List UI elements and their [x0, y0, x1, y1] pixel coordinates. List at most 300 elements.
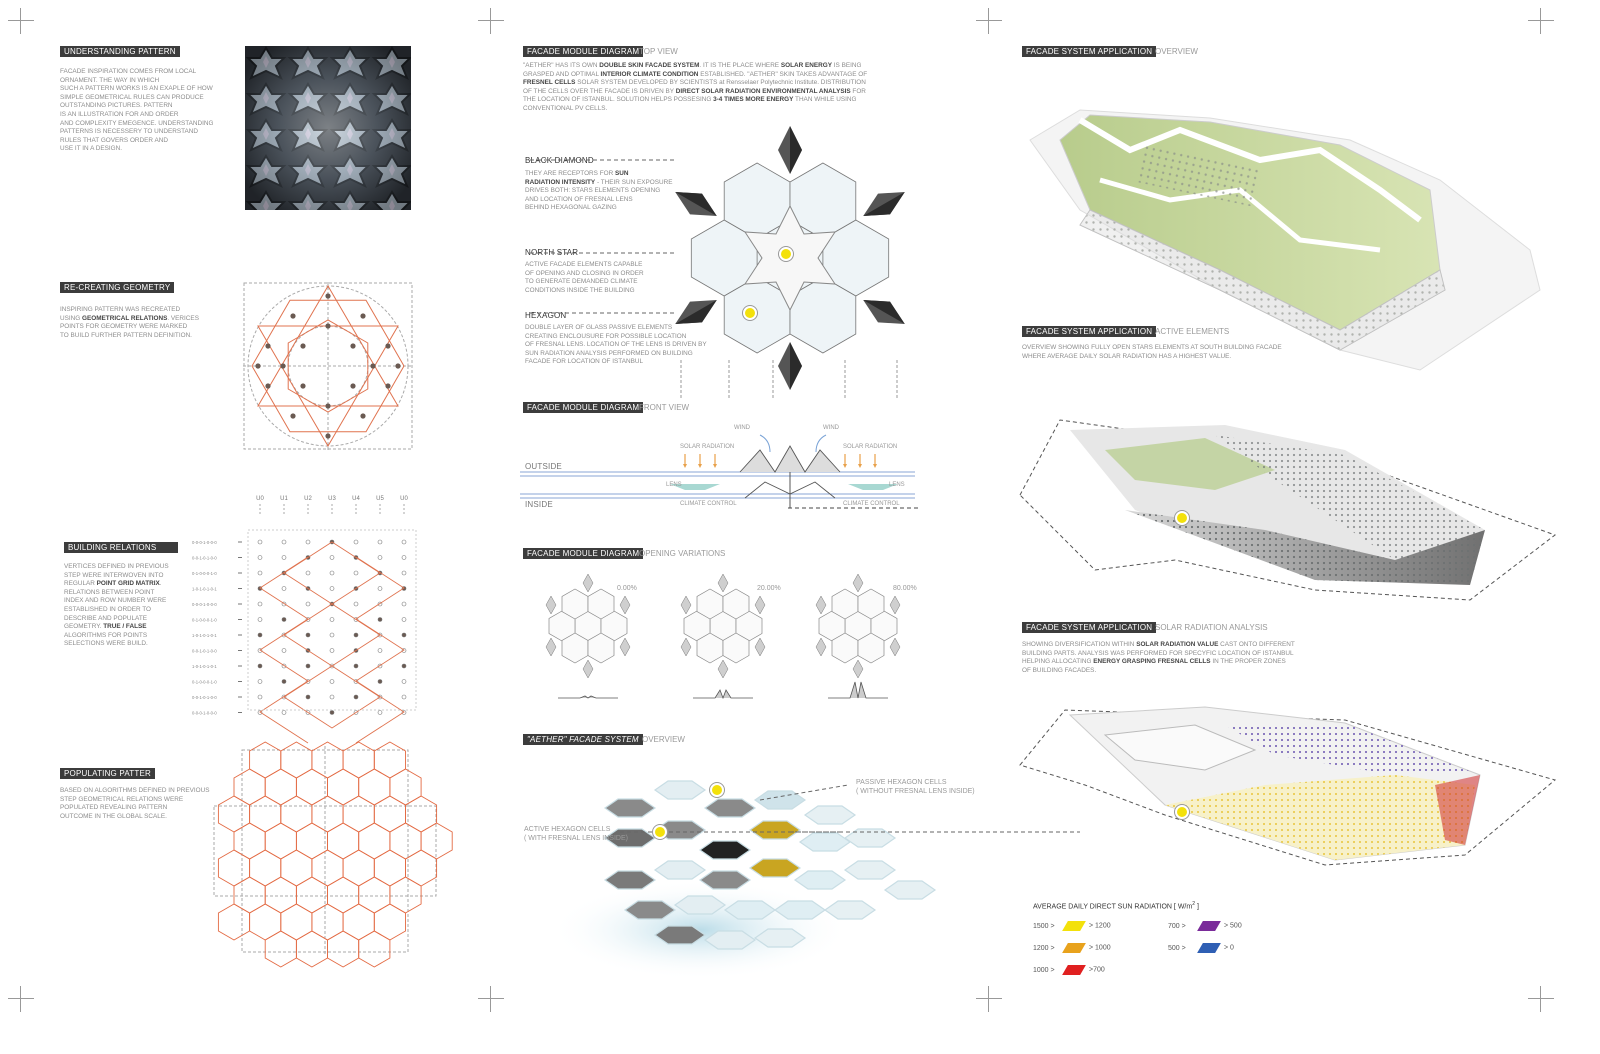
- label-wind-left: WIND: [734, 425, 750, 431]
- grid-row-code: 1-0-1-0-1-0-1: [192, 586, 217, 592]
- black-diamond-element: [669, 182, 723, 227]
- top-bold: DOUBLE SKIN FACADE SYSTEM: [599, 62, 700, 69]
- bd-text: BEHIND HEXAGONAL GAZING: [525, 204, 617, 212]
- vertex-point: [290, 313, 295, 318]
- hexagon-line: FACADE FOR LOCATION OF ISTANBUL: [525, 358, 644, 366]
- section-title-front-view: FACADE MODULE DIAGRAM: [523, 402, 643, 413]
- top-text: OF THE CELLS OVER THE FACADE IS DRIVEN BY: [523, 87, 676, 95]
- section-subtitle-active-elements: ACTIVE ELEMENTS: [1155, 327, 1230, 336]
- label-active-cells: ACTIVE HEXAGON CELLS: [524, 826, 611, 833]
- pattern-hexagon: [374, 796, 405, 832]
- crop-mark: [976, 8, 1002, 34]
- pattern-hexagon: [374, 850, 405, 886]
- legend-swatch: [1062, 943, 1086, 953]
- grid-point: [402, 695, 406, 699]
- solar-radiation-render: [1015, 695, 1570, 875]
- top-text: THAN WHILE USING: [793, 96, 857, 104]
- top-view-text: [523, 62, 943, 114]
- top-text: "AETHER" HAS ITS OWN: [523, 62, 600, 69]
- legend-from: 500 >: [1168, 944, 1186, 952]
- understanding-line: RULES THAT GOVERS ORDER AND: [60, 136, 168, 144]
- pattern-hexagon: [343, 742, 374, 778]
- point-grid-matrix: [190, 490, 420, 716]
- understanding-line: PATTERNS IS NECESSERY TO UNDERSTAND: [60, 128, 199, 136]
- solar-line: IN THE PROPER ZONES: [1210, 658, 1286, 666]
- building-line: GEOMETRY.: [64, 623, 104, 631]
- grid-column-header: U5: [376, 496, 384, 502]
- facade-cell: [605, 799, 655, 817]
- pattern-hexagon: [281, 796, 312, 832]
- label-black-diamond: BLACK DIAMOND: [525, 156, 594, 165]
- crop-mark: [8, 986, 34, 1012]
- top-view-module-diagram: [600, 130, 940, 400]
- opening-value-2: 20.00%: [757, 585, 781, 592]
- pattern-hexagon: [359, 769, 390, 805]
- grid-point: [306, 602, 310, 606]
- understanding-line: ORNAMENT. THE WAY IN WHICH: [60, 76, 160, 84]
- black-diamond-element: [857, 182, 911, 227]
- facade-cell: [705, 799, 755, 817]
- grid-point: [354, 664, 358, 668]
- label-climate-left: CLIMATE CONTROL: [680, 501, 737, 507]
- top-text: IS BEING: [832, 62, 862, 69]
- pattern-hexagon: [234, 823, 265, 859]
- opening-variation: [546, 574, 630, 698]
- hexagon-line: SUN RADIATION ANALYSIS PERFORMED ON BUILDING: [525, 349, 693, 357]
- vertex-point: [360, 313, 365, 318]
- grid-row-code: 0-0-1-0-1-0-0: [192, 555, 217, 561]
- bd-bold: RADIATION INTENSITY: [525, 178, 596, 186]
- populating-line: POPULATED REVEALING PATTERN: [60, 804, 168, 812]
- pattern-hexagon: [281, 742, 312, 778]
- vertex-point: [385, 343, 390, 348]
- building-line: DESCRIBE AND POPULATE: [64, 614, 147, 622]
- grid-point: [258, 540, 262, 544]
- label-solar-right: SOLAR RADIATION: [843, 444, 898, 450]
- grid-point: [402, 571, 406, 575]
- bd-text: THEY ARE RECEPTORS FOR: [525, 170, 615, 177]
- grid-point: [306, 571, 310, 575]
- grid-point: [378, 680, 382, 684]
- legend-to: > 500: [1224, 922, 1242, 930]
- vertex-point: [265, 343, 270, 348]
- pattern-hexagon: [312, 796, 343, 832]
- grid-point: [330, 556, 334, 560]
- grid-row-code: 0-1-0-0-0-1-0: [192, 617, 217, 623]
- solar-bold: SOLAR RADIATION VALUE: [1136, 641, 1219, 648]
- vertex-point: [360, 413, 365, 418]
- crop-mark: [1528, 986, 1554, 1012]
- grid-point: [258, 680, 262, 684]
- grid-point: [330, 571, 334, 575]
- solar-line: SHOWING DIVERSIFICATION WITHIN: [1022, 641, 1137, 648]
- top-bold: SOLAR ENERGY: [780, 62, 832, 69]
- pattern-hexagon: [312, 904, 343, 940]
- solar-analysis-marker: [1175, 805, 1189, 819]
- recreating-line: INSPIRING PATTERN WAS RECREATED: [60, 306, 181, 313]
- legend-title: [1033, 901, 1199, 910]
- grid-row-code: 0-0-0-1-0-0-0: [192, 602, 217, 607]
- label-hexagon: HEXAGON: [525, 311, 567, 320]
- legend-swatch: [1062, 921, 1086, 931]
- grid-row-code: 0-0-1-0-1-0-0: [192, 695, 217, 700]
- vertex-point: [280, 363, 285, 368]
- pattern-hexagon: [218, 850, 249, 886]
- radiation-legend: [1033, 901, 1293, 981]
- facade-cell: [700, 841, 750, 859]
- vertex-point: [395, 363, 400, 368]
- legend-title-end: ]: [1195, 903, 1199, 911]
- building-line: SELECTIONS WERE BUILD.: [64, 640, 148, 648]
- grid-point: [258, 633, 262, 637]
- pattern-hexagon: [374, 904, 405, 940]
- grid-point: [306, 664, 310, 668]
- grid-point: [258, 602, 262, 606]
- section-subtitle-solar-analysis: SOLAR RADIATION ANALYSIS: [1155, 623, 1268, 632]
- hexagon-line: CREATING ENCLOUSURE FOR POSSIBLE LOCATION: [525, 332, 687, 340]
- building-line: REGULAR: [64, 580, 97, 588]
- section-title-opening: FACADE MODULE DIAGRAM: [523, 548, 643, 559]
- populating-text: [60, 787, 235, 821]
- crop-mark: [976, 986, 1002, 1012]
- legend-item: [1168, 943, 1234, 955]
- vertex-point: [325, 293, 330, 298]
- building-line: .: [159, 580, 162, 588]
- legend-item: [1033, 921, 1111, 933]
- vertex-point: [290, 413, 295, 418]
- grid-point: [330, 680, 334, 684]
- grid-point: [354, 571, 358, 575]
- grid-point: [282, 649, 286, 653]
- crop-mark: [1528, 8, 1554, 34]
- grid-point: [330, 695, 334, 699]
- legend-to: > 1000: [1089, 944, 1111, 952]
- pattern-hexagon: [250, 904, 281, 940]
- crop-mark: [478, 8, 504, 34]
- legend-swatch: [1062, 965, 1086, 975]
- active-elements-render: [1015, 410, 1570, 615]
- pattern-hexagon: [234, 769, 265, 805]
- recreating-line: TO BUILD FURTHER PATTERN DEFINITION.: [60, 331, 192, 339]
- grid-point: [330, 711, 334, 715]
- vertex-point: [300, 343, 305, 348]
- grid-point: [378, 649, 382, 653]
- vertex-point: [325, 403, 330, 408]
- pattern-hexagon: [281, 904, 312, 940]
- legend-item: [1033, 943, 1111, 955]
- vertex-point: [385, 383, 390, 388]
- label-passive-cells: PASSIVE HEXAGON CELLS: [856, 779, 947, 786]
- section-title-recreating: RE-CREATING GEOMETRY: [60, 282, 174, 293]
- solar-line: CAST ONTO DIFFERENT: [1218, 641, 1295, 648]
- pattern-hexagon: [343, 796, 374, 832]
- facade-section: [740, 446, 840, 472]
- pattern-hexagon: [359, 931, 390, 967]
- grid-row-code: 0-1-0-0-0-1-0: [192, 571, 217, 576]
- solar-line: HELPING ALLOCATING: [1022, 658, 1094, 666]
- grid-point: [330, 649, 334, 653]
- label-north-star: NORTH STAR: [525, 248, 579, 257]
- grid-column-header: U0: [256, 496, 264, 502]
- grid-point: [378, 556, 382, 560]
- pattern-hexagon: [359, 877, 390, 913]
- understanding-line: AND COMPLEXITY EMEGENCE. UNDERSTANDING: [60, 119, 214, 127]
- grid-point: [402, 680, 406, 684]
- recreating-line: POINTS FOR GEOMETRY WERE MARKED: [60, 323, 188, 331]
- facade-cell: [885, 881, 935, 899]
- populating-line: STEP GEOMETRICAL RELATIONS WERE: [60, 795, 184, 803]
- legend-swatch: [1197, 943, 1221, 953]
- pattern-hexagon: [328, 877, 359, 913]
- grid-point: [354, 695, 358, 699]
- north-star-line: ACTIVE FACADE ELEMENTS CAPABLE: [525, 261, 643, 268]
- pattern-hexagon: [312, 850, 343, 886]
- facade-cell: [795, 871, 845, 889]
- ornament-pattern-image: [245, 46, 411, 210]
- building-line: VERTICES DEFINED IN PREVIOUS: [64, 563, 169, 570]
- pattern-hexagon: [234, 877, 265, 913]
- understanding-line: SIMPLE GEOMETRICAL RULES CAN PRODUCE: [60, 93, 204, 101]
- facade-cell: [655, 781, 705, 799]
- understanding-line: USE IT IN A DESIGN.: [60, 145, 123, 153]
- pattern-hexagon: [390, 877, 421, 913]
- black-diamond-element: [778, 342, 802, 390]
- grid-point: [282, 680, 286, 684]
- grid-column-header: U3: [328, 496, 336, 502]
- populated-hexagon-pattern: [212, 746, 438, 956]
- section-title-populating: POPULATING PATTER: [60, 768, 155, 779]
- north-star-marker: [779, 247, 793, 261]
- section-title-aether-overview: "AETHER" FACADE SYSTEM: [523, 734, 643, 745]
- grid-point: [402, 556, 406, 560]
- label-lens-right: LENS: [889, 482, 905, 488]
- grid-row-code: 0-0-0-1-0-0-0: [192, 710, 217, 716]
- section-title-understanding: UNDERSTANDING PATTERN: [60, 46, 180, 57]
- pattern-hexagon: [218, 796, 249, 832]
- recreating-line: USING: [60, 314, 83, 322]
- label-passive-cells-note: ( WITHOUT FRESNAL LENS INSIDE): [856, 788, 975, 795]
- building-line: ALGORITHMS FOR POINTS: [64, 631, 148, 639]
- bd-text: AND LOCATION OF FRESNAL LENS: [525, 195, 633, 203]
- section-subtitle-aether-overview: OVERVIEW: [642, 735, 685, 744]
- top-bold: INTERIOR CLIMATE CONDITION: [600, 70, 699, 78]
- pattern-hexagon: [265, 823, 296, 859]
- grid-point: [354, 602, 358, 606]
- pattern-hexagon: [250, 850, 281, 886]
- grid-point: [306, 633, 310, 637]
- black-diamond-element: [778, 126, 802, 174]
- section-title-application-overview: FACADE SYSTEM APPLICATION: [1022, 46, 1156, 57]
- section-title-active-elements: FACADE SYSTEM APPLICATION: [1022, 326, 1156, 337]
- active-cell-marker: [653, 825, 667, 839]
- grid-point: [378, 587, 382, 591]
- solar-line: OF BUILDING FACADES.: [1022, 666, 1097, 674]
- passive-cell-marker: [710, 783, 724, 797]
- grid-column-header: U2: [304, 496, 312, 502]
- grid-column-header: U1: [280, 496, 288, 502]
- facade-cell: [750, 821, 800, 839]
- legend-from: 700 >: [1168, 922, 1186, 930]
- building-line: INDEX AND ROW NUMBER WERE: [64, 597, 167, 605]
- legend-item: [1168, 921, 1242, 933]
- pattern-hexagon: [281, 850, 312, 886]
- populating-line: BASED ON ALGORITHMS DEFINED IN PREVIOUS: [60, 787, 210, 794]
- bd-text: - THEIR SUN EXPOSURE: [595, 178, 673, 186]
- section-title-solar-analysis: FACADE SYSTEM APPLICATION: [1022, 622, 1156, 633]
- grid-row-code: 1-0-1-0-1-0-1: [192, 633, 217, 638]
- understanding-text: [60, 68, 230, 154]
- facade-cell: [805, 806, 855, 824]
- understanding-line: SUCH A PATTERN WORKS IS AN EXAPLE OF HOW: [60, 85, 213, 93]
- building-line: STEP WERE INTERWOVEN INTO: [64, 571, 164, 579]
- top-text: . IT IS THE PLACE WHERE: [699, 62, 781, 69]
- grid-point: [402, 540, 406, 544]
- active-elements-text: [1022, 344, 1342, 361]
- legend-from: 1200 >: [1033, 944, 1055, 952]
- vertex-point: [350, 383, 355, 388]
- active-line: WHERE AVERAGE DAILY SOLAR RADIATION HAS A HIGHEST VALUE.: [1022, 352, 1232, 360]
- vertex-point: [300, 383, 305, 388]
- grid-point: [402, 664, 406, 668]
- recreating-bold: GEOMETRICAL RELATIONS: [82, 314, 168, 322]
- grid-row-code: 0-1-0-0-0-1-0: [192, 679, 217, 685]
- grid-point: [330, 633, 334, 637]
- legend-from: 1000 >: [1033, 966, 1055, 974]
- understanding-line: OUTSTANDING PICTURES. PATTERN: [60, 102, 173, 110]
- grid-point: [258, 695, 262, 699]
- top-text: SOLAR SYSTEM DEVELOPED BY SCIENTISTS at Rensselaer Polytechnic Institute. DISTRIBUTION: [575, 79, 866, 87]
- legend-to: > 0: [1224, 944, 1234, 952]
- label-wind-right: WIND: [823, 425, 839, 431]
- facade-cell: [845, 861, 895, 879]
- grid-point: [330, 618, 334, 622]
- solar-analysis-text: [1022, 641, 1352, 675]
- grid-point: [402, 602, 406, 606]
- crop-mark: [478, 986, 504, 1012]
- facade-cell: [800, 833, 850, 851]
- bd-text: DRIVES BOTH: STARS ELEMENTS OPENING: [525, 187, 661, 195]
- grid-point: [354, 633, 358, 637]
- pattern-hexagon: [374, 742, 405, 778]
- grid-point: [306, 540, 310, 544]
- pattern-hexagon: [343, 850, 374, 886]
- label-outside: OUTSIDE: [525, 462, 562, 471]
- north-star-line: OF OPENING AND CLOSING IN ORDER: [525, 269, 644, 277]
- grid-point: [378, 618, 382, 622]
- pattern-hexagon: [390, 769, 421, 805]
- grid-point: [378, 711, 382, 715]
- grid-point: [282, 618, 286, 622]
- solar-bold: ENERGY GRASPING FRESNAL CELLS: [1093, 658, 1211, 666]
- pattern-hexagon: [218, 904, 249, 940]
- section-subtitle-front-view: FRONT VIEW: [639, 403, 690, 412]
- section-title-top-view: FACADE MODULE DIAGRAM: [523, 46, 643, 57]
- pattern-hexagon: [265, 877, 296, 913]
- pattern-hexagon: [250, 742, 281, 778]
- crop-mark: [8, 8, 34, 34]
- grid-row-code: 1-0-1-0-1-0-1: [192, 664, 217, 669]
- black-diamond-element: [857, 290, 911, 335]
- pattern-hexagon: [296, 877, 327, 913]
- vertex-point: [325, 323, 330, 328]
- pattern-hexagon: [296, 931, 327, 967]
- pattern-hexagon: [406, 850, 437, 886]
- grid-point: [258, 556, 262, 560]
- section-subtitle-opening: OPENING VARIATIONS: [639, 549, 726, 558]
- understanding-line: FACADE INSPIRATION COMES FROM LOCAL: [60, 68, 197, 75]
- vertex-point: [325, 433, 330, 438]
- legend-item: [1033, 965, 1105, 977]
- understanding-line: IS AN ILLUSTRATION FOR AND ORDER: [60, 110, 179, 118]
- opening-variation: [816, 574, 900, 698]
- opening-variations-diagram: [520, 580, 930, 710]
- grid-point: [258, 571, 262, 575]
- pattern-hexagon: [250, 796, 281, 832]
- pattern-hexagon: [406, 796, 437, 832]
- label-solar-left: SOLAR RADIATION: [680, 444, 735, 450]
- pattern-hexagon: [328, 823, 359, 859]
- grid-point: [258, 664, 262, 668]
- section-subtitle-application-overview: OVERVIEW: [1155, 47, 1198, 56]
- grid-point: [282, 587, 286, 591]
- grid-point: [378, 540, 382, 544]
- grid-point: [402, 633, 406, 637]
- facade-cell: [750, 859, 800, 877]
- pattern-hexagon: [265, 931, 296, 967]
- grid-point: [402, 618, 406, 622]
- geometry-construction-diagram: [243, 282, 413, 450]
- black-diamond-element: [669, 290, 723, 335]
- pattern-hexagon: [328, 769, 359, 805]
- opening-value-1: 0.00%: [617, 585, 637, 592]
- active-elements-marker: [1175, 511, 1189, 525]
- building-line: RELATIONS BETWEEN POINT: [64, 588, 155, 596]
- grid-row-code: 0-0-0-1-0-0-0: [192, 540, 217, 545]
- label-climate-right: CLIMATE CONTROL: [843, 501, 900, 507]
- active-line: OVERVIEW SHOWING FULLY OPEN STARS ELEMENTS AT SOUTH BUILDING FACADE: [1022, 344, 1282, 351]
- hexagon-line: DOUBLE LAYER OF GLASS PASSIVE ELEMENTS: [525, 324, 673, 331]
- legend-to: >700: [1089, 966, 1105, 974]
- legend-from: 1500 >: [1033, 922, 1055, 930]
- hexagon-line: OF FRESNAL LENS. LOCATION OF THE LENS IS DRIVEN BY: [525, 341, 707, 349]
- grid-column-header: U4: [352, 496, 360, 502]
- label-inside: INSIDE: [525, 500, 553, 509]
- recreating-text: [60, 306, 230, 340]
- pattern-hexagon: [359, 823, 390, 859]
- building-line: ESTABLISHED IN ORDER TO: [64, 605, 152, 613]
- grid-point: [282, 711, 286, 715]
- bd-bold: SUN: [614, 170, 629, 177]
- grid-column-header: U0: [400, 496, 408, 502]
- grid-point: [282, 540, 286, 544]
- building-bold: TRUE / FALSE: [103, 623, 147, 631]
- grid-point: [306, 695, 310, 699]
- legend-swatch: [1197, 921, 1221, 931]
- pattern-hexagon: [390, 823, 421, 859]
- north-star-line: TO GENERATE DEMANDED CLIMATE: [525, 278, 638, 286]
- top-text: THE LOCATION OF ISTANBUL. SOLUTION HELPS POSSESING: [523, 96, 714, 104]
- pattern-hexagon: [343, 904, 374, 940]
- solar-line: BUILDING PARTS. ANALYSIS WAS PERFORMED FOR SPECYFIC LOCATION OF ISTANBUL: [1022, 649, 1294, 657]
- top-bold: FRESNEL CELLS: [523, 79, 576, 87]
- pattern-hexagon: [265, 769, 296, 805]
- facade-cell: [655, 861, 705, 879]
- grid-point: [354, 540, 358, 544]
- pattern-hexagon: [296, 823, 327, 859]
- vertex-point: [265, 383, 270, 388]
- legend-to: > 1200: [1089, 922, 1111, 930]
- grid-point: [282, 556, 286, 560]
